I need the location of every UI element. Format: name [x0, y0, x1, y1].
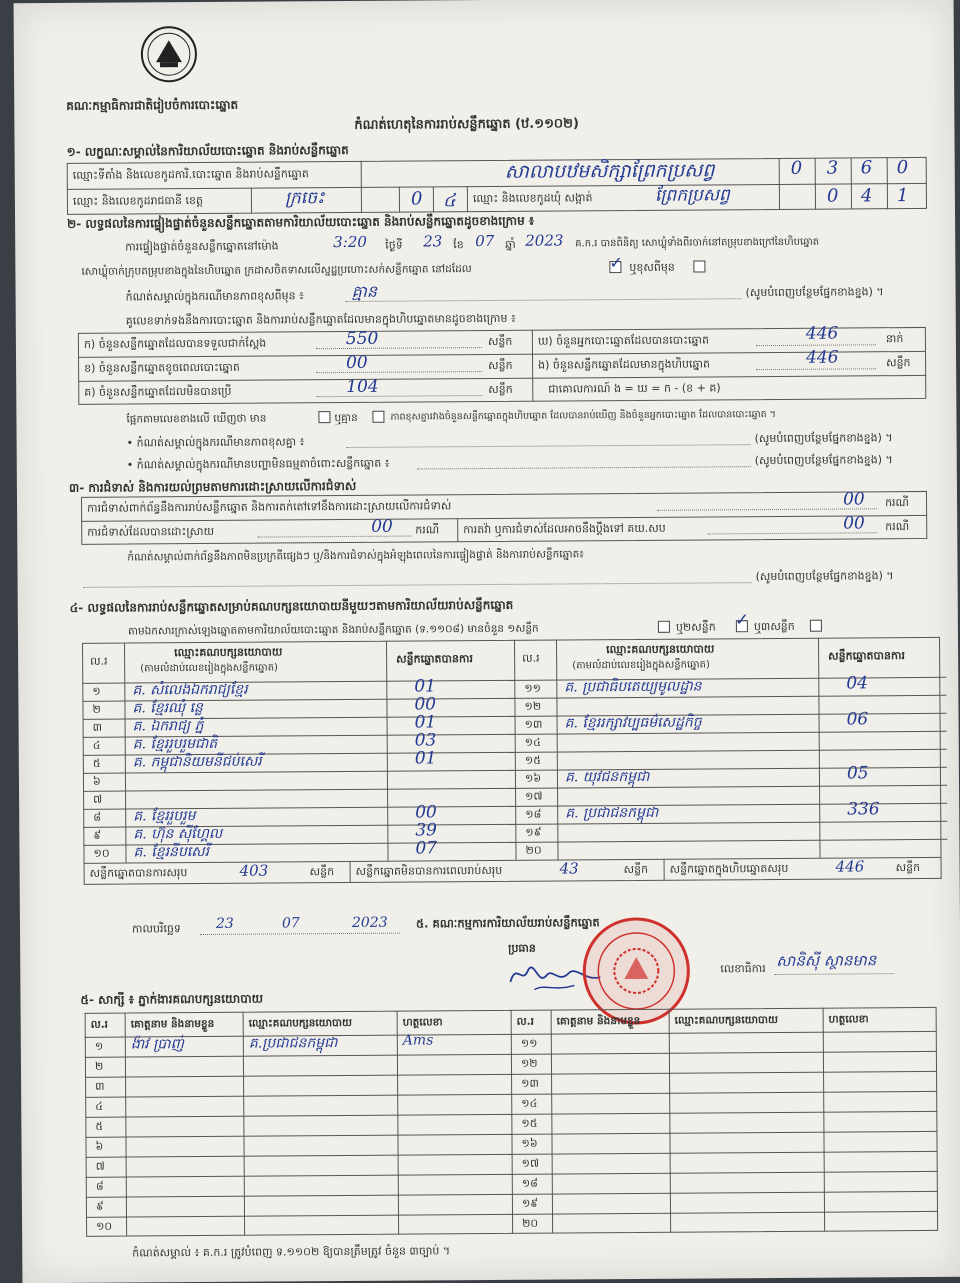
total-box-unit: សន្លឹក: [895, 860, 921, 875]
witness-row-no: ៩: [95, 1199, 104, 1213]
day-value: 23: [423, 232, 443, 251]
witness-row-no: ១២: [520, 1056, 538, 1070]
result-row-no: ៩: [93, 828, 102, 842]
result-row-no: ១៦: [524, 771, 542, 785]
form-title: កំណត់ហេតុនៃការរាប់សន្លឹកឆ្នោត (ឋ.១១០២): [354, 116, 579, 133]
witness-row-no: ៨: [95, 1179, 104, 1193]
result-row-votes: 336: [847, 799, 880, 820]
time-value: 3:20: [333, 232, 367, 252]
b-unit: សន្លឹក: [488, 358, 513, 372]
province-code-1: 0: [410, 188, 423, 210]
two-sheet-mark: ✓: [734, 610, 750, 631]
col-header-no: ល.រ: [90, 654, 108, 668]
result-row-votes: 07: [415, 838, 438, 859]
s3-row1-value: 00: [842, 489, 865, 510]
section3-title: ៣- ការជំទាស់ និងការយល់ព្រមតាមការដោះស្រាយលើការជំទាស់: [68, 478, 357, 495]
para1c: ខែ: [453, 238, 464, 252]
witness-row-no: ២: [94, 1059, 104, 1073]
witness-col-header: ល.រ: [90, 1018, 109, 1031]
witness-col-header: ហត្ថលេខា: [828, 1013, 869, 1026]
s3-row1-label: ការជំទាស់ពាក់ព័ន្ធនឹងការរាប់សន្លឹកឆ្នោត និងការតក់តៅទៅនឹងការដោះស្រាយលើការជំទាស់: [87, 499, 452, 515]
formula: ជាគោលការណ៍ ង = ឃ = ក - (ខ + គ): [548, 381, 721, 396]
result-row-party: គ. ខ្មែរឈុំ ន្លេ: [132, 699, 203, 717]
witness-party: គ.ប្រជាជនកម្ពុជា: [248, 1035, 338, 1052]
a-unit: សន្លឹក: [487, 334, 513, 348]
para2: សោឃ្លុំចាក់ក្រុបតម្រុបខាងក្នុងនៃហិបឆ្នោត ក្រដាសចិតទាសលើស្នដ្ឋប្រហោះសក់សន្លឹកឆ្នោត នៅដដែល: [81, 263, 472, 278]
s3-note: កំណត់សម្គាល់ពាក់ព័ន្ធនឹងភាពមិនប្រក្រតីផ្សេងៗ ឬ/និងការជំទាស់ក្នុងអំឡុងពេលនៃការផ្ទៀងផ្ទាត់ និងការរាប់សន្លឹកឆ្នោត៖: [127, 548, 584, 564]
witness-row-no: ១៣: [521, 1076, 539, 1090]
commission-name: គណៈកម្មាធិការជាតិរៀបចំការបោះឆ្នោត: [66, 97, 239, 113]
commune-code-3: 1: [896, 185, 909, 207]
committee-title: ៥. គណៈកម្មការការិយាល័យរាប់សន្លឹកឆ្នោត: [415, 915, 600, 931]
same-check-mark: ✓: [609, 253, 623, 273]
para1b: ថ្ងៃទី: [385, 238, 403, 252]
result-row-no: ១០: [93, 846, 110, 860]
b-value: 00: [345, 352, 368, 373]
code-digit-3: 6: [860, 157, 873, 179]
result-row-no: ១៥: [524, 753, 542, 767]
e-unit: សន្លឹក: [886, 356, 911, 370]
total-invalid-value: 43: [559, 859, 579, 878]
section4-title: ៤- លទ្ធផលនៃការរាប់សន្លឹកឆ្នោតសម្រាប់គណបក្សនយោបាយនីមួយៗតាមការិយាល័យរាប់សន្លឹកឆ្នោត: [69, 597, 514, 615]
witness-col-header: គោត្តនាម និងនាមខ្លួន: [556, 1014, 641, 1028]
location-label: ឈ្មោះទីតាំង និងលេខកូដការិ.បោះឆ្នោត និងរាប់សន្លឹកឆ្នោត: [72, 167, 309, 182]
section5-title: ៥- សាក្សី ៖ ភ្នាក់ងារគណបក្សនយោបាយ: [80, 991, 264, 1007]
s4-intro: តាមឯកសារក្រាស់ឡេងឆ្នោតតាមការិយាល័យបោះឆ្នោត និងរាប់សន្លឹកឆ្នោត (ទ.១១០៨) មានចំនួន ១សន្លឹក: [127, 622, 539, 638]
commune-value: ព្រែកប្រសព្វ: [654, 185, 730, 206]
col-header-votes: សន្លឹកឆ្នោតបានការ: [396, 652, 473, 666]
witness-row-no: ១៦: [521, 1136, 538, 1150]
d-value: 446: [805, 323, 839, 344]
witness-row-no: ៤: [95, 1099, 104, 1113]
col-header-party: ឈ្មោះគណបក្សនយោបាយ: [606, 642, 715, 657]
check-line-c: ភាពខុសគ្នារវាងចំនួនសន្លឹកឆ្នោតក្នុងហិបឆ្នោត ដែលបានរាប់ឃើញ និងចំនួនអ្នកបោះឆ្នោត ដែលបានបោះឆ្នោត ។: [390, 408, 776, 423]
date-month: 07: [281, 915, 300, 932]
a-label: ក) ចំនួនសន្លឹកឆ្នោតដែលបានទទួលជាក់ស្តែង: [83, 336, 267, 351]
check-line-a: ផ្អែកតាមលេខខាងលើ ឃើញថា មាន: [126, 412, 267, 426]
witness-row-no: ៣: [95, 1079, 105, 1093]
witness-table: [85, 1007, 949, 1239]
code-digit-4: 0: [896, 157, 909, 179]
code-digit-1: 0: [790, 157, 803, 179]
form-sheet: [14, 0, 960, 1283]
s4-intro3: ឬ៣សន្លឹក: [753, 619, 795, 634]
witness-col-header: ហត្ថលេខា: [402, 1016, 443, 1029]
result-row-no: ៧: [93, 792, 103, 806]
s4-intro2: ឬ២សន្លឹក: [675, 620, 716, 634]
commune-code-2: 4: [860, 185, 873, 207]
result-row-party: គ. ប្រជាធិបតេយ្យមូលដ្ឋាន: [564, 678, 702, 696]
note-fill: (សូមបំពេញបន្ថែមផ្នែកខាងខ្នង) ។: [745, 285, 884, 300]
result-row-no: ៤: [92, 738, 101, 752]
results-table: [82, 637, 942, 915]
result-row-no: ១៤: [524, 735, 541, 749]
note-label: កំណត់សម្គាល់ក្នុងករណីមានភាពខុសពីមុន ៖: [125, 289, 304, 304]
result-row-no: ៦: [92, 774, 101, 788]
result-row-no: ១៣: [524, 717, 543, 731]
emblem-logo: [136, 24, 202, 84]
witness-row-no: ១៥: [521, 1116, 538, 1130]
para1a: ការផ្ទៀងផ្ទាត់ចំនួនសន្លឹកឆ្នោតនៅម៉ោង: [125, 239, 279, 254]
s3-row2b-label: ការតវ៉ា ឬការជំទាស់ដែលអាចនឹងប្តឹងទៅ គឃ.សប: [463, 521, 666, 537]
s3-row2-value: 00: [371, 516, 393, 537]
col-header-party-sub: (តាមលំដាប់លេខរៀងក្នុងសន្លឹកឆ្នោត): [140, 662, 278, 675]
check-line-b: ឬគ្មាន: [334, 411, 358, 425]
secretary-signature: សានិស៊ី ស្ថានមាន: [776, 951, 877, 970]
result-row-no: ១៩: [525, 825, 542, 839]
total-box-label: សន្លឹកឆ្នោតក្នុងហិបឆ្នោតសរុប: [669, 861, 789, 876]
result-row-party: គ. សំលេងឯករាជ្យខ្មែរ: [132, 681, 248, 699]
witness-row-no: ៧: [95, 1159, 105, 1173]
result-row-no: ១៨: [525, 807, 542, 821]
result-row-votes: 01: [414, 712, 437, 733]
result-row-party: គ. ប្រជាជនកម្ពុជា: [565, 804, 659, 822]
one-sheet-checkbox[interactable]: [658, 621, 670, 633]
year-value: 2023: [525, 231, 564, 250]
c-value: 104: [346, 376, 379, 397]
result-row-party: គ. ខ្មែរនីបសេរី: [133, 843, 210, 861]
result-row-votes: 00: [414, 694, 437, 715]
section1-title: ១- លក្ខណៈសម្គាល់នៃការិយាល័យបោះឆ្នោត និងរាប់សន្លឹកឆ្នោត: [66, 142, 349, 159]
result-row-no: ២០: [525, 843, 542, 857]
witness-row-no: ១៩: [521, 1196, 539, 1210]
result-row-no: ៥: [92, 756, 101, 770]
date-day: 23: [215, 915, 234, 932]
c-unit: សន្លឹក: [488, 382, 513, 396]
total-valid-label: សន្លឹកឆ្នោតបានការសរុប: [89, 866, 188, 880]
total-valid-unit: សន្លឹក: [309, 865, 335, 879]
c-label: គ) ចំនួនសន្លឹកឆ្នោតដែលមិនបានប្រើ: [84, 384, 232, 399]
date-year: 2023: [351, 914, 388, 931]
bullet1-fill: (សូមបំពេញបន្ថែមផ្នែកខាងខ្នង) ។: [754, 431, 893, 446]
witness-row-no: ១០: [96, 1219, 113, 1233]
result-row-party: គ. ហ៊ុន ស៊ីហ្គែល: [133, 825, 223, 843]
code-digit-2: 3: [826, 157, 839, 179]
has-diff-checkbox[interactable]: [318, 411, 330, 423]
result-row-no: ១១: [524, 681, 542, 695]
witness-col-header: គោត្តនាម និងនាមខ្លួន: [130, 1017, 215, 1031]
result-row-no: ២: [92, 702, 101, 716]
d-unit: នាក់: [885, 332, 904, 346]
result-row-party: គ. ខ្មែររួបរួម: [133, 808, 196, 825]
note-value: គ្មាន: [351, 281, 378, 301]
province-value: ក្រចេះ: [284, 188, 325, 209]
commune-code-1: 0: [826, 185, 839, 207]
result-row-party: គ. ឯករាជ្យ ភ្នំ: [132, 717, 204, 735]
d-label: ឃ) ចំនួនអ្នកបោះឆ្នោតដែលបានបោះឆ្នោត: [537, 333, 710, 348]
three-sheet-checkbox[interactable]: [810, 620, 822, 632]
e-label: ង) ចំនួនសន្លឹកឆ្នោតដែលមានក្នុងហិបឆ្នោត: [538, 357, 710, 372]
witness-row-no: ១១: [520, 1036, 538, 1050]
col-header-votes: សន្លឹកឆ្នោតបានការ: [828, 649, 905, 663]
s3-note-fill: (សូមបំពេញបន្ថែមផ្នែកខាងខ្នង) ។: [755, 569, 894, 584]
witness-row-no: ៥: [95, 1119, 104, 1133]
divider: [664, 859, 665, 881]
location-value: សាលាបឋមសិក្សាព្រែកប្រសព្វ: [504, 159, 715, 183]
divider: [350, 861, 351, 883]
result-row-votes: 01: [414, 748, 437, 769]
col-header-party-sub: (តាមលំដាប់លេខរៀងក្នុងសន្លឹកឆ្នោត): [572, 659, 710, 672]
e-value: 446: [805, 347, 839, 368]
no-diff-checkbox[interactable]: [372, 411, 384, 423]
witness-name: ង៉ាវ ប្រាញ់: [130, 1036, 184, 1053]
witness-row-no: ១: [94, 1039, 104, 1053]
commune-label: ឈ្មោះ និងលេខកូដឃុំ សង្កាត់: [472, 191, 593, 206]
witness-row-no: ៦: [95, 1139, 104, 1153]
result-row-no: ៨: [93, 810, 102, 824]
witness-row-no: ១៤: [521, 1096, 538, 1110]
bullet2: • កំណត់សម្គាល់ក្នុងករណីមានបញ្ហាមិនធម្មតាចំពោះសន្លឹកឆ្នោត ៖: [126, 456, 390, 472]
para1d: ឆ្នាំ: [505, 237, 516, 251]
s3-row2-unit: ករណី: [415, 523, 440, 537]
s3-row2b-unit: ករណី: [885, 520, 910, 534]
col-header-party: ឈ្មោះគណបក្សនយោបាយ: [174, 645, 283, 660]
result-row-no: ១២: [524, 699, 542, 713]
footer-note: កំណត់សម្គាល់ ៖ គ.ក.រ ត្រូវបំពេញ ទ.១១០២ ឱ្យបានត្រឹមត្រូវ ចំនួន ៣ច្បាប់ ។: [132, 1244, 451, 1260]
s3-row1-unit: ករណី: [885, 496, 910, 510]
result-row-votes: 00: [415, 802, 437, 823]
result-row-no: ១៧: [525, 789, 543, 803]
different-checkbox[interactable]: [693, 260, 705, 272]
col-header-no: ល.រ: [522, 651, 540, 665]
result-row-party: គ. ខ្មែររួបរួមជាតិ: [132, 735, 218, 753]
total-invalid-unit: សន្លឹក: [623, 862, 649, 877]
date-label: កាលបរិច្ឆេទ: [131, 922, 181, 936]
result-row-votes: 04: [846, 673, 869, 694]
total-valid-value: 403: [239, 861, 269, 880]
b-label: ខ) ចំនួនសន្លឹកឆ្នោតខូចពេលបោះឆ្នោត: [84, 360, 240, 375]
result-row-party: គ. យុវជនកម្ពុជា: [564, 768, 650, 786]
result-row-votes: 06: [846, 709, 869, 730]
result-row-no: ១: [92, 684, 101, 698]
result-row-votes: 39: [415, 820, 438, 841]
witness-row-no: ១៧: [521, 1156, 540, 1170]
secretary-label: លេខាធិការ: [720, 962, 766, 976]
result-row-party: គ. ខ្មែររក្សាវប្បធម៌សេដ្ឋកិច្ច: [564, 714, 702, 732]
bullet1: • កំណត់សម្គាល់ក្នុងករណីមានភាពខុសគ្នា ៖: [126, 435, 305, 450]
para1e: គ.ក.រ បានពិនិត្យ សោឃ្លុំទាំងពីរចាក់នៅតម្រុបខាងក្រៅនៃហិបឆ្នោត: [575, 236, 820, 250]
witness-row-no: ១៨: [521, 1176, 538, 1190]
month-value: 07: [475, 231, 495, 251]
president-label: ប្រធាន: [508, 941, 536, 955]
province-code-2: ៤: [442, 190, 456, 212]
result-row-party: គ. កម្ពុជានិយមនីជប់សេរី: [132, 753, 262, 771]
total-box-value: 446: [835, 857, 865, 876]
a-value: 550: [345, 328, 379, 349]
witness-col-header: ល.រ: [516, 1015, 535, 1028]
total-invalid-label: សន្លឹកឆ្នោតមិនបានការពេលរាប់សរុប: [355, 863, 503, 878]
s3-row2-label: ការជំទាស់ដែលបានដោះស្រាយ: [87, 524, 215, 539]
witness-row-no: ២០: [522, 1216, 539, 1230]
result-row-no: ៣: [92, 720, 103, 734]
result-row-votes: 05: [846, 763, 869, 784]
s3-row2b-value: 00: [843, 513, 865, 534]
witness-col-header: ឈ្មោះគណបក្សនយោបាយ: [674, 1013, 779, 1027]
province-label: ឈ្មោះ និងលេខកូដរាជធានី ខេត្ត: [72, 193, 203, 208]
bullet2-fill: (សូមបំពេញបន្ថែមផ្នែកខាងខ្នង) ។: [754, 453, 893, 468]
para2b: ឬខុសពីមុន: [629, 260, 675, 275]
result-row-votes: 03: [414, 730, 437, 751]
result-row-votes: 01: [414, 676, 437, 697]
counts-intro: គូលេខទាក់ទងនឹងការបោះឆ្នោត និងការរាប់សន្លឹកឆ្នោតដែលមានក្នុងហិបឆ្នោតមានដូចខាងក្រោម ៖: [125, 311, 516, 328]
witness-signature: Ams: [402, 1032, 434, 1049]
witness-col-header: ឈ្មោះគណបក្សនយោបាយ: [248, 1016, 353, 1030]
section2-title: ២- លទ្ធផលនៃការផ្ទៀងផ្ទាត់ចំនួនសន្លឹកឆ្នោតតាមការិយាល័យបោះឆ្នោត និងរាប់សន្លឹកឆ្នោតដូចខាងក្រោម ៖: [67, 213, 535, 231]
